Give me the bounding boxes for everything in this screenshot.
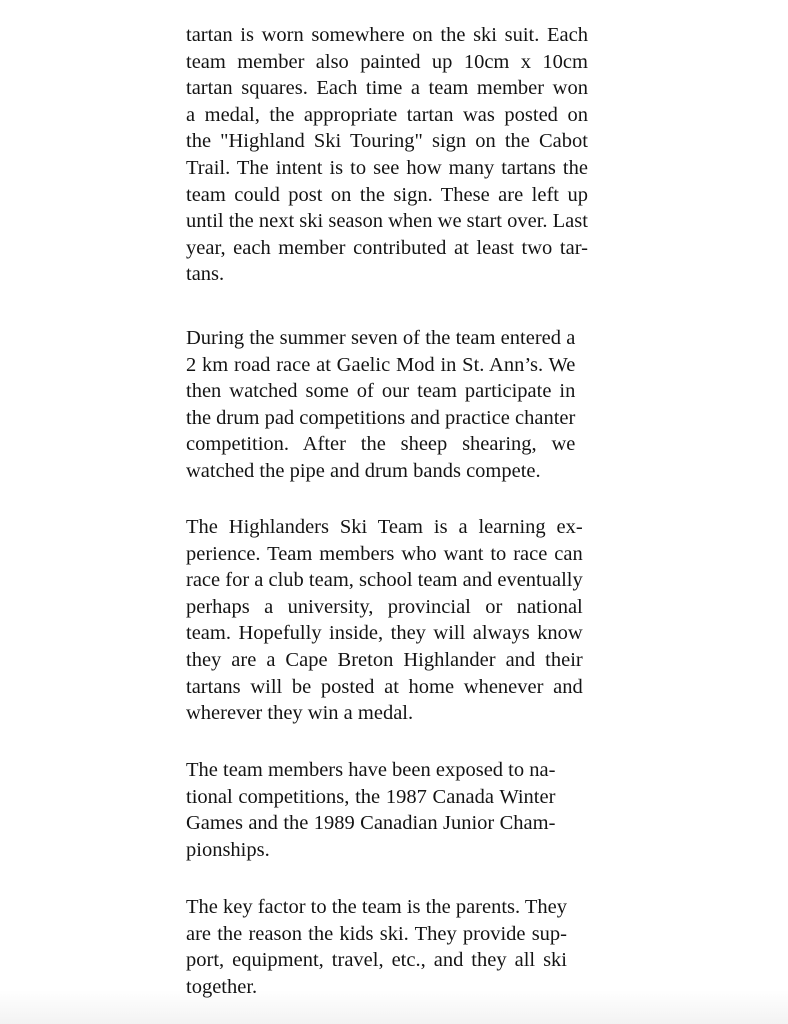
text-line: they are a Cape Breton Highlander and their [186,648,583,671]
text-line: port, equipment, travel, etc., and they all ski [186,949,568,972]
text-line: tans. [186,263,225,286]
text-line: The Highlanders Ski Team is a learning ex- [186,516,583,538]
paragraph-tartans [186,22,588,288]
text-line: During the summer seven of the team entered a [186,327,576,349]
text-line: The key factor to the team is the parents. They [186,896,568,918]
text-line: year, each member contributed at least two tar- [186,236,588,259]
text-line: Games and the 1989 Canadian Junior Cham- [186,812,556,835]
text-line: tartan is worn somewhere on the ski suit. Each [186,24,588,46]
text-line: tartan squares. Each time a team member won [186,77,588,100]
text-line: wherever they win a medal. [186,702,414,725]
text-line: are the reason the kids ski. They provide sup- [186,922,568,945]
text-line: The team members have been exposed to na- [186,759,556,781]
text-line: perhaps a university, provincial or national [186,595,583,618]
text-line: pionships. [186,838,270,861]
paragraph-parents [186,894,567,1000]
text-line: team could post on the sign. These are left up [186,183,588,206]
text-line: competition. After the sheep shearing, we [186,433,576,456]
text-line: tional competitions, the 1987 Canada Winter [186,785,556,808]
text-line: race for a club team, school team and eventually [186,569,583,592]
text-line: until the next ski season when we start over. Last [186,210,588,233]
text-line: together. [186,975,258,998]
paragraph-summer [186,325,575,485]
text-line: team member also painted up 10cm x 10cm [186,50,588,73]
paragraph-competitions [186,757,555,863]
text-line: tartans will be posted at home whenever and [186,675,583,698]
text-line: a medal, the appropriate tartan was posted on [186,103,588,126]
paragraph-learning-experience [186,514,583,727]
text-line: perience. Team members who want to race can [186,542,583,565]
text-line: watched the pipe and drum bands compete. [186,459,541,482]
text-line: Trail. The intent is to see how many tartans the [186,156,588,179]
text-line: the "Highland Ski Touring" sign on the Cabot [186,130,588,153]
text-line: the drum pad competitions and practice chanter [186,406,576,429]
text-line: 2 km road race at Gaelic Mod in St. Ann’s. We [186,353,576,376]
text-line: team. Hopefully inside, they will always know [186,622,583,645]
text-line: then watched some of our team participate in [186,380,576,403]
